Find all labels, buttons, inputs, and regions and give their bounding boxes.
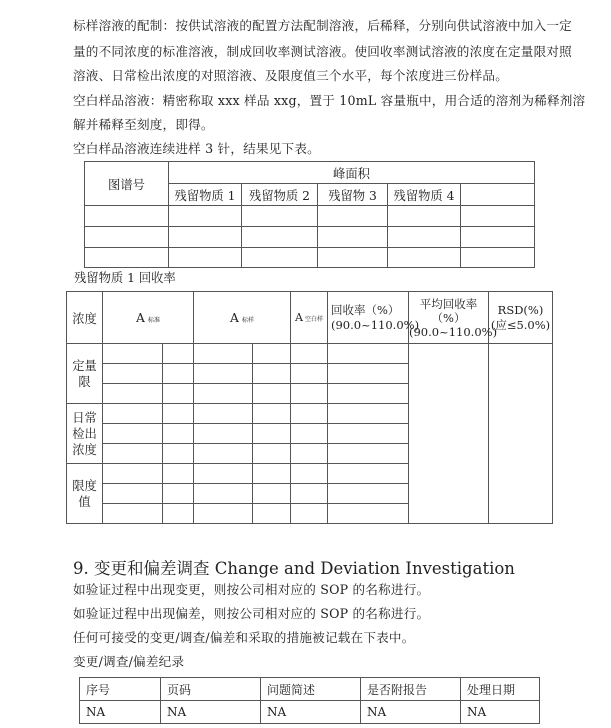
cell[interactable] <box>253 364 291 384</box>
cell[interactable] <box>85 248 169 268</box>
cell[interactable] <box>461 227 535 248</box>
cell[interactable] <box>291 484 328 504</box>
group-routine: 日常 检出 浓度 <box>67 404 103 464</box>
cell[interactable] <box>318 227 388 248</box>
header-residue-1: 残留物质 1 <box>169 184 242 206</box>
blank-sample-peak-area-table <box>84 161 535 268</box>
table-row <box>85 206 535 227</box>
cell[interactable] <box>242 227 318 248</box>
cell[interactable] <box>163 404 194 424</box>
header-report-attached: 是否附报告 <box>361 678 461 701</box>
table-row <box>85 227 535 248</box>
group-limit: 限度 值 <box>67 464 103 524</box>
cell[interactable] <box>169 227 242 248</box>
cell[interactable] <box>194 444 253 464</box>
cell[interactable] <box>291 384 328 404</box>
table-row <box>85 248 535 268</box>
header-page-no: 页码 <box>161 678 261 701</box>
cell[interactable] <box>103 364 163 384</box>
recovery-table-caption: 残留物质 1 回收率 <box>74 271 176 285</box>
header-chromatogram-no: 图谱号 <box>85 162 169 206</box>
cell[interactable] <box>163 364 194 384</box>
cell[interactable] <box>253 504 291 524</box>
cell[interactable] <box>328 464 409 484</box>
cell[interactable] <box>85 227 169 248</box>
section-line: 如验证过程中出现变更，则按公司相对应的 SOP 的名称进行。 <box>73 582 430 597</box>
paragraph-line: 空白样品溶液：精密称取 xxx 样品 xxg，置于 10mL 容量瓶中，用合适的溶剂为稀释剂溶 <box>73 93 586 108</box>
cell[interactable] <box>194 504 253 524</box>
header-serial-no: 序号 <box>80 678 161 701</box>
cell[interactable] <box>318 206 388 227</box>
cell[interactable] <box>194 484 253 504</box>
paragraph-line: 溶液、日常检出浓度的对照溶液、及限度值三个水平，每个浓度进三份样品。 <box>73 68 508 83</box>
cell[interactable] <box>103 344 163 364</box>
cell[interactable] <box>253 384 291 404</box>
header-concentration: 浓度 <box>67 292 103 344</box>
cell[interactable] <box>103 444 163 464</box>
cell[interactable] <box>328 364 409 384</box>
cell: NA <box>461 701 540 724</box>
cell[interactable] <box>194 424 253 444</box>
cell: NA <box>161 701 261 724</box>
header-empty <box>461 184 535 206</box>
cell[interactable] <box>328 424 409 444</box>
header-residue-4: 残留物质 4 <box>388 184 461 206</box>
cell[interactable] <box>103 464 163 484</box>
cell[interactable] <box>169 206 242 227</box>
cell[interactable] <box>291 404 328 424</box>
cell[interactable] <box>328 404 409 424</box>
section-line: 任何可接受的变更/调查/偏差和采取的措施被记载在下表中。 <box>73 630 415 645</box>
cell[interactable] <box>194 404 253 424</box>
cell: NA <box>261 701 361 724</box>
cell[interactable] <box>328 344 409 364</box>
header-peak-area: 峰面积 <box>169 162 535 184</box>
cell[interactable] <box>163 384 194 404</box>
cell: NA <box>80 701 161 724</box>
cell[interactable] <box>328 504 409 524</box>
paragraph-line: 空白样品溶液连续进样 3 针，结果见下表。 <box>73 141 320 156</box>
cell[interactable] <box>291 344 328 364</box>
cell[interactable] <box>163 484 194 504</box>
cell[interactable] <box>194 464 253 484</box>
cell[interactable] <box>253 484 291 504</box>
cell[interactable] <box>291 504 328 524</box>
header-a-standard: A 标准 <box>103 292 194 344</box>
cell[interactable] <box>103 384 163 404</box>
header-a-blank: A 空白样 <box>291 292 328 344</box>
cell[interactable] <box>253 404 291 424</box>
header-a-sample: A 标样 <box>194 292 291 344</box>
cell[interactable] <box>103 404 163 424</box>
recovery-table <box>66 291 553 524</box>
cell[interactable] <box>291 464 328 484</box>
paragraph-line: 量的不同浓度的标准溶液，制成回收率测试溶液。使回收率测试溶液的浓度在定量限对照 <box>73 44 572 59</box>
cell[interactable] <box>163 504 194 524</box>
cell[interactable] <box>388 227 461 248</box>
section-line: 如验证过程中出现偏差，则按公司相对应的 SOP 的名称进行。 <box>73 606 430 621</box>
cell[interactable] <box>253 344 291 364</box>
cell[interactable] <box>318 248 388 268</box>
header-rsd: RSD(%) (应≤5.0%) <box>489 292 553 344</box>
cell[interactable] <box>103 484 163 504</box>
cell[interactable] <box>242 206 318 227</box>
cell[interactable] <box>253 424 291 444</box>
cell[interactable] <box>253 464 291 484</box>
cell[interactable] <box>242 248 318 268</box>
cell[interactable] <box>169 248 242 268</box>
header-process-date: 处理日期 <box>461 678 540 701</box>
paragraph-line: 标样溶液的配制：按供试溶液的配置方法配制溶液，后稀释，分别向供试溶液中加入一定 <box>73 18 572 33</box>
cell[interactable] <box>328 384 409 404</box>
cell[interactable] <box>103 504 163 524</box>
cell[interactable] <box>328 444 409 464</box>
cell[interactable] <box>163 444 194 464</box>
cell[interactable] <box>253 444 291 464</box>
cell[interactable] <box>163 464 194 484</box>
header-avg-recovery: 平均回收率 （%） (90.0~110.0%) <box>409 292 489 344</box>
change-record-caption: 变更/调查/偏差纪录 <box>73 654 185 669</box>
cell[interactable] <box>388 248 461 268</box>
cell[interactable] <box>163 344 194 364</box>
cell[interactable] <box>291 364 328 384</box>
cell[interactable] <box>163 424 194 444</box>
cell[interactable] <box>194 344 253 364</box>
header-issue-summary: 问题简述 <box>261 678 361 701</box>
paragraph-line: 解并稀释至刻度，即得。 <box>73 117 214 132</box>
cell[interactable] <box>328 484 409 504</box>
header-recovery: 回收率（%） (90.0~110.0%) <box>328 292 409 344</box>
cell[interactable] <box>85 206 169 227</box>
cell[interactable] <box>194 364 253 384</box>
rsd-cell[interactable] <box>489 344 553 524</box>
cell[interactable] <box>291 424 328 444</box>
cell[interactable] <box>461 206 535 227</box>
cell[interactable] <box>291 444 328 464</box>
group-loq: 定量 限 <box>67 344 103 404</box>
cell[interactable] <box>388 206 461 227</box>
avg-recovery-cell[interactable] <box>409 344 489 524</box>
header-residue-3: 残留物 3 <box>318 184 388 206</box>
cell[interactable] <box>461 248 535 268</box>
section-9-heading: 9. 变更和偏差调查 Change and Deviation Investigation <box>73 559 515 578</box>
header-residue-2: 残留物质 2 <box>242 184 318 206</box>
cell[interactable] <box>103 424 163 444</box>
cell[interactable] <box>194 384 253 404</box>
change-record-table <box>79 677 540 724</box>
cell: NA <box>361 701 461 724</box>
table-row <box>80 701 540 724</box>
